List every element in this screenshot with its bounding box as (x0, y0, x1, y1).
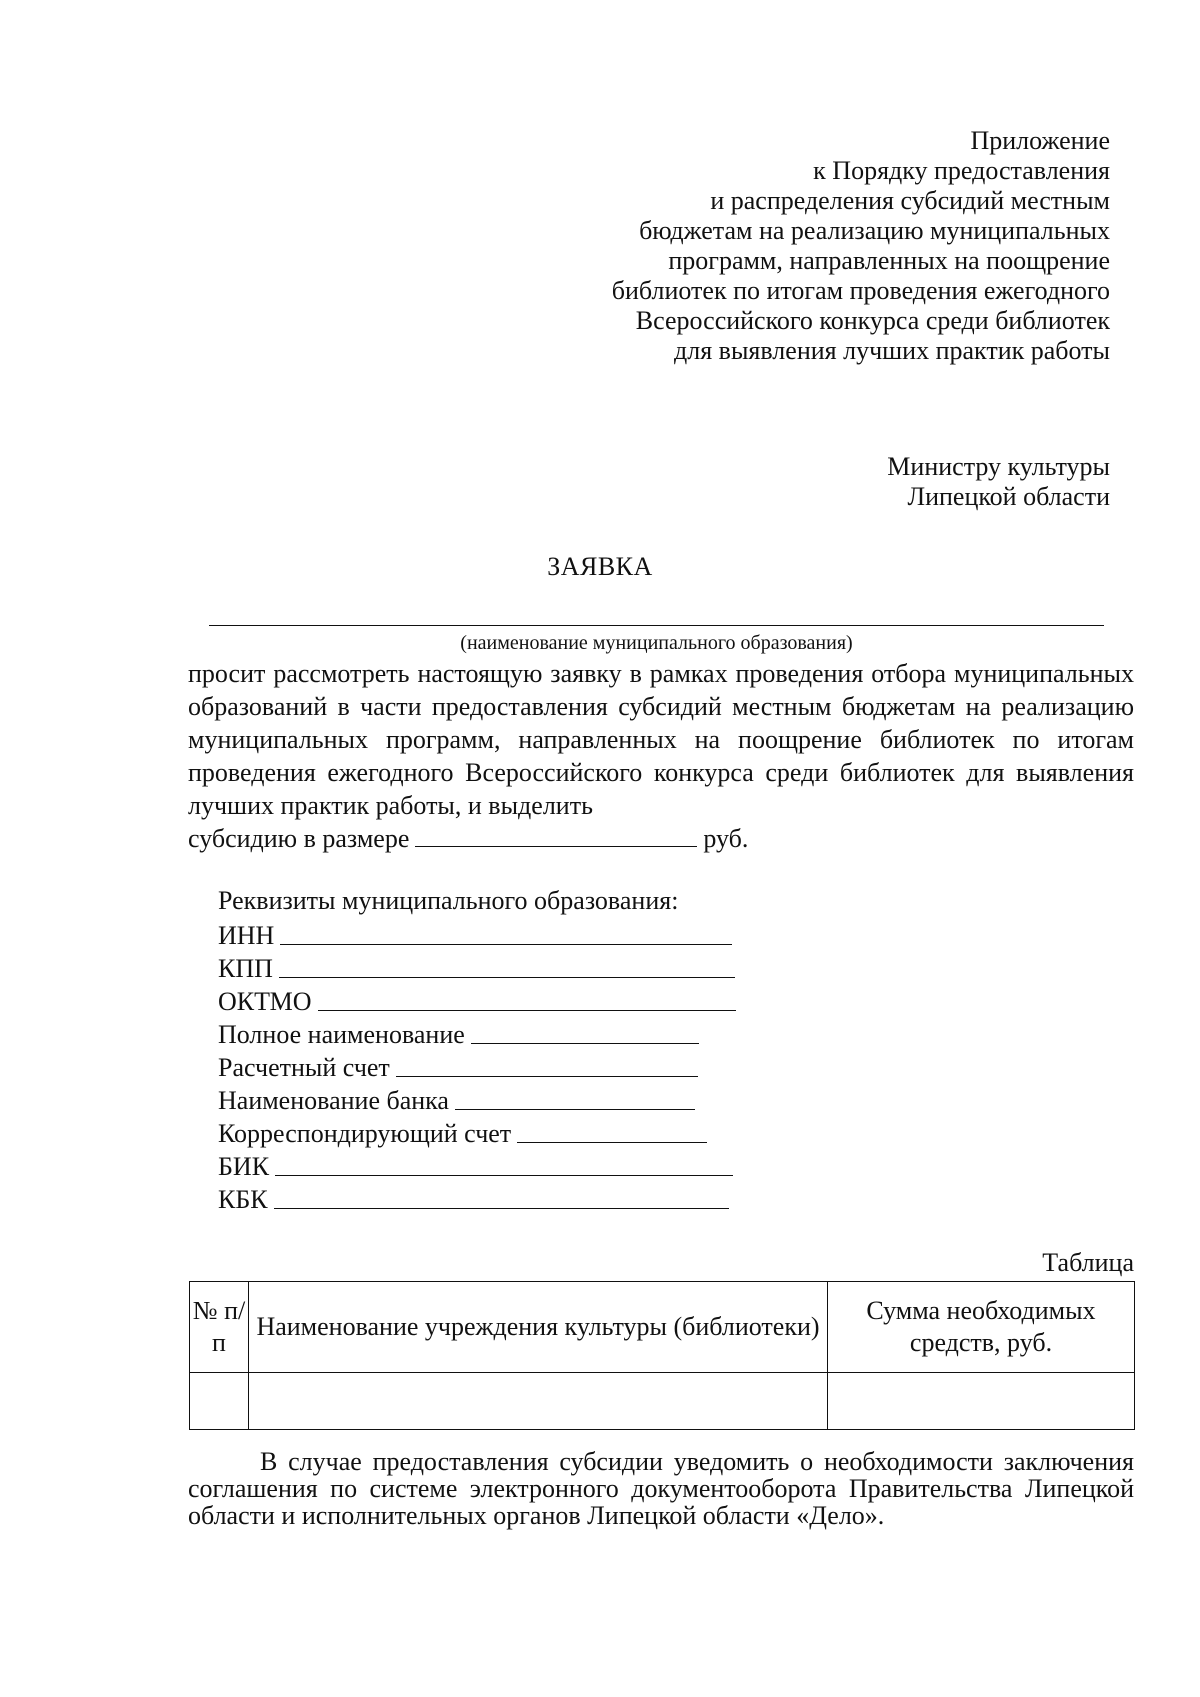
appendix-line: к Порядку предоставления (813, 156, 1110, 185)
closing-text: В случае предоставления субсидии уведомить о необходимости заключения соглашения по системе электронного документооборота Правительства Липецкой области и исполнительных органов Липецкой области «Дело». (188, 1447, 1134, 1530)
cell-number[interactable] (190, 1373, 249, 1430)
bank-name-blank[interactable] (455, 1108, 695, 1110)
municipality-name-blank[interactable] (209, 625, 1104, 626)
requisite-label: КБК (218, 1185, 268, 1214)
requisite-row-corr-account (218, 1117, 736, 1150)
municipality-caption: (наименование муниципального образования) (460, 632, 853, 654)
corr-account-blank[interactable] (517, 1141, 707, 1143)
appendix-line: для выявления лучших практик работы (674, 336, 1110, 365)
inn-blank[interactable] (280, 943, 732, 945)
appendix-line: Всероссийского конкурса среди библиотек (635, 306, 1110, 335)
requisite-row-bank-name (218, 1084, 736, 1117)
requisite-label: Корреспондирующий счет (218, 1119, 512, 1148)
table-row (190, 1373, 1135, 1430)
header-sum: Сумма необходимых средств, руб. (828, 1282, 1135, 1373)
closing-paragraph (188, 1448, 1134, 1529)
requisite-row-oktmo (218, 985, 736, 1018)
full-name-blank[interactable] (471, 1042, 699, 1044)
addressee-block (887, 452, 1110, 512)
request-paragraph (188, 657, 1134, 855)
amount-blank[interactable] (415, 824, 697, 847)
amount-prefix: субсидию в размере (188, 824, 410, 853)
library-table (189, 1281, 1135, 1430)
header-institution: Наименование учреждения культуры (библиотеки) (249, 1282, 828, 1373)
appendix-line: и распределения субсидий местным (710, 186, 1110, 215)
requisite-label: ОКТМО (218, 987, 312, 1016)
requisites-list (218, 919, 736, 1216)
kpp-blank[interactable] (279, 976, 735, 978)
requisite-label: Наименование банка (218, 1086, 449, 1115)
appendix-header (612, 126, 1110, 366)
requisite-label: КПП (218, 954, 273, 983)
oktmo-blank[interactable] (318, 1009, 736, 1011)
appendix-line: бюджетам на реализацию муниципальных (639, 216, 1110, 245)
addressee-line: Министру культуры (887, 452, 1110, 481)
addressee-line: Липецкой области (907, 482, 1110, 511)
appendix-line: библиотек по итогам проведения ежегодного (611, 276, 1110, 305)
appendix-line: Приложение (970, 126, 1110, 155)
table-header-row (190, 1282, 1135, 1373)
requisites-title: Реквизиты муниципального образования: (218, 886, 679, 915)
requisite-label: Полное наименование (218, 1020, 465, 1049)
kbk-blank[interactable] (274, 1207, 729, 1209)
requisite-row-kpp (218, 952, 736, 985)
table-label: Таблица (1042, 1248, 1134, 1277)
requisite-row-bik (218, 1150, 736, 1183)
amount-unit: руб. (703, 824, 749, 853)
document-title: ЗАЯВКА (547, 552, 653, 581)
header-number: № п/п (190, 1282, 249, 1373)
requisite-row-kbk (218, 1183, 736, 1216)
requisite-label: Расчетный счет (218, 1053, 390, 1082)
requisite-row-inn (218, 919, 736, 952)
requisite-row-account (218, 1051, 736, 1084)
request-text: просит рассмотреть настоящую заявку в рамках проведения отбора муниципальных образований в части предоставления субсидий местным бюджетам на реализацию муниципальных программ, направленных на поощрение библиотек по итогам проведения ежегодного Всероссийского конкурса среди библиотек для выявления лучших практик работы, и выделить (188, 659, 1134, 820)
requisite-row-full-name (218, 1018, 736, 1051)
bik-blank[interactable] (275, 1174, 733, 1176)
account-blank[interactable] (396, 1075, 698, 1077)
amount-line (188, 822, 1134, 855)
requisite-label: ИНН (218, 921, 275, 950)
cell-sum[interactable] (828, 1373, 1135, 1430)
requisite-label: БИК (218, 1152, 270, 1181)
cell-institution[interactable] (249, 1373, 828, 1430)
appendix-line: программ, направленных на поощрение (668, 246, 1110, 275)
